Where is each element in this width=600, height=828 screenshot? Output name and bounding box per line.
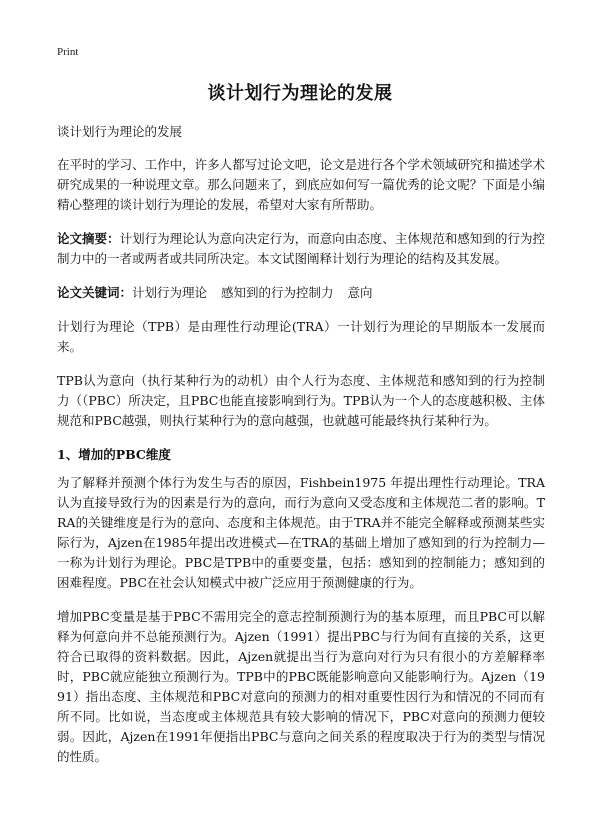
section-paragraph: 为了解释并预测个体行为发生与否的原因，Fishbein1975 年提出理性行动理论。TRA认为直接导致行为的因素是行为的意向，而行为意向又受态度和主体规范二者的影响。TRA的关键维度是行为的意向、态度和主体规范。由于TRA并不能完全解释或预测某些实际行为，Ajzen在1985年提出改进模式—在TRA的基础上增加了感知到的行为控制力—一称为计划行为理论。PBC是TPB中的重要变量，包括：感知到的控制能力；感知到的困难程度。PBC在社会认知模式中被广泛应用于预测健康的行为。 (57, 475, 545, 590)
print-label: Print (57, 46, 79, 58)
intent-paragraph: TPB认为意向（执行某种行为的动机）由个人行为态度、主体规范和感知到的行为控制力（（PBC）所决定，且PBC也能直接影响到行为。TPB认为一个人的态度越积极、主体规范和PBC越强，则执行某种行为的意向越强，也就越可能最终执行某种行为。 (57, 373, 545, 428)
article-subtitle: 谈计划行为理论的发展 (57, 124, 183, 139)
abstract-label: 论文摘要： (57, 231, 120, 246)
intro-paragraph: 在平时的学习、工作中，许多人都写过论文吧，论文是进行各个学术领域研究和描述学术研究成果的一种说理文章。那么问题来了，到底应如何写一篇优秀的论文呢？下面是小编精心整理的谈计划行为理论的发展，希望对大家有所帮助。 (57, 157, 545, 212)
section-heading: 1、增加的PBC维度 (57, 447, 171, 462)
keywords-label: 论文关键词： (57, 285, 133, 300)
section-paragraph: 增加PBC变量是基于PBC不需用完全的意志控制预测行为的基本原理，而且PBC可以解释为何意向并不总能预测行为。Ajzen（1991）提出PBC与行为间有直接的关系，这更符合已取得的资料数据。因此，Ajzen就提出当行为意向对行为只有很小的方差解释率时，PBC就应能独立预测行为。TPB中的PBC既能影响意向又能影响行为。Ajzen（1991）指出态度、主体规范和PBC对意向的预测力的相对重要性因行为和情况的不同而有所不同。比如说，当态度或主体规范具有较大影响的情况下，PBC对意向的预测力便较弱。因此，Ajzen在1991年便指出PBC与意向之间关系的程度取决于行为的类型与情况的性质。 (57, 609, 545, 764)
keyword-item: 意向 (347, 285, 373, 300)
keywords-paragraph (57, 283, 545, 303)
article-title: 谈计划行为理论的发展 (207, 83, 393, 104)
abstract-paragraph (57, 229, 545, 269)
keyword-item: 计划行为理论 (132, 285, 208, 300)
keyword-item: 感知到的行为控制力 (221, 285, 334, 300)
abstract-text: 计划行为理论认为意向决定行为，而意向由态度、主体规范和感知到的行为控制力中的一者或两者或共同所决定。本文试图阐释计划行为理论的结构及其发展。 (57, 231, 545, 266)
article-body (57, 122, 545, 781)
tpb-paragraph: 计划行为理论（TPB）是由理性行动理论(TRA）一计划行为理论的早期版本一发展而来。 (57, 319, 545, 354)
